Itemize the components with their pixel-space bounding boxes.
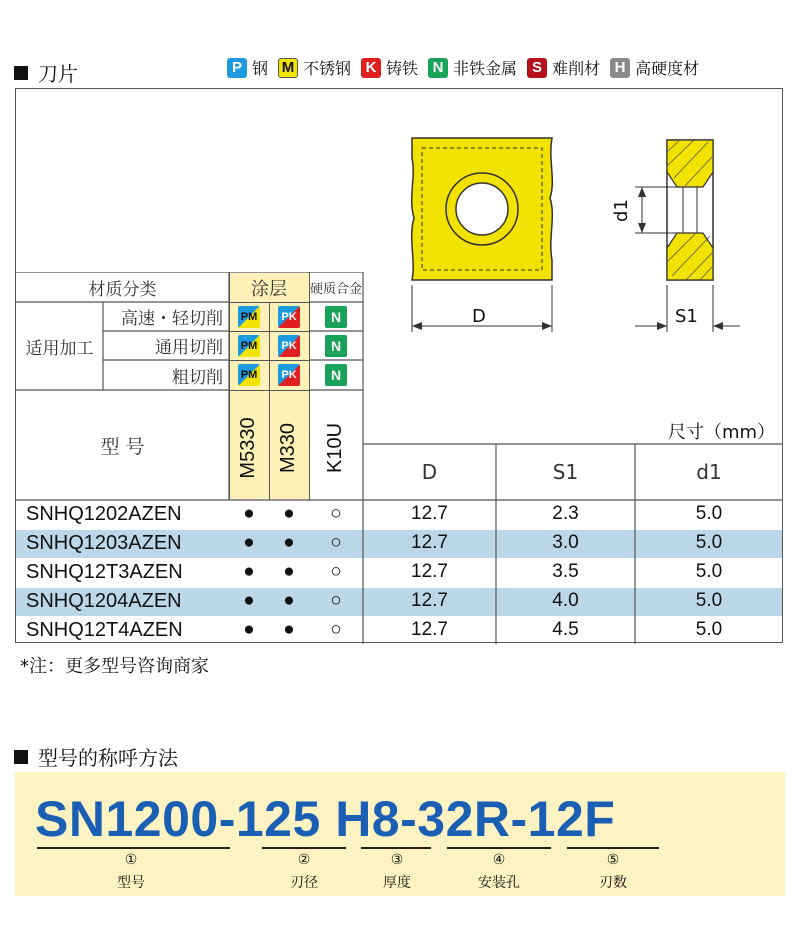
- code-item-label: 刃数: [599, 875, 627, 891]
- code-part: -: [400, 791, 418, 847]
- value-s1: 4.5: [552, 619, 579, 640]
- dim-label-d: D: [472, 306, 486, 327]
- icon-pm-cell: [229, 302, 269, 331]
- code-underline: [447, 847, 551, 849]
- icon-pm-cell: [229, 360, 269, 390]
- legend-item-s: [527, 56, 600, 79]
- grade-mark: ○: [330, 561, 342, 582]
- code-item-number: ⑤: [606, 852, 620, 868]
- legend-item-n: [428, 56, 517, 79]
- icon-n-cell: [309, 331, 363, 360]
- icon-pk-cell: [269, 331, 309, 360]
- legend-label: 非铁金属: [453, 59, 518, 78]
- model-cell: SNHQ12T4AZEN: [26, 619, 183, 641]
- pk-grade-icon: PK: [278, 335, 300, 357]
- value-s1: 2.3: [552, 503, 579, 524]
- grade-header-k10u: K10U: [324, 422, 346, 474]
- grade-mark: ●: [243, 619, 255, 640]
- carbide-label: 硬质合金: [309, 282, 362, 297]
- code-part: 125: [235, 791, 321, 847]
- grade-header-m330: M330: [277, 422, 299, 474]
- pk-grade-icon: PK: [278, 306, 300, 328]
- pk-grade-icon: PK: [278, 364, 300, 386]
- legend-badge-h: H: [610, 58, 630, 78]
- value-s1: 4.0: [552, 590, 579, 611]
- code-part: SN1200: [35, 791, 219, 847]
- model-code: [35, 790, 615, 848]
- value-d1: 5.0: [695, 619, 723, 640]
- material-legend: [227, 56, 709, 79]
- grade-mark: ●: [283, 503, 295, 524]
- section-title-text: 刀片: [38, 62, 78, 86]
- code-item-label: 厚度: [383, 875, 411, 891]
- col-header-d: D: [421, 460, 438, 484]
- code-item-number: ①: [124, 852, 138, 868]
- value-d: 12.7: [411, 561, 448, 582]
- legend-label: 钢: [252, 59, 269, 78]
- grade-header-m5330: M5330: [237, 417, 259, 479]
- model-cell: SNHQ1202AZEN: [26, 503, 182, 525]
- legend-label: 高硬度材: [635, 59, 700, 78]
- value-d1: 5.0: [695, 532, 723, 553]
- code-part: [321, 791, 335, 847]
- grade-mark: ●: [243, 532, 255, 553]
- code-item-number: ④: [492, 852, 506, 868]
- code-item-label: 刃径: [290, 875, 318, 891]
- table-note: *注：更多型号咨询商家: [20, 656, 209, 677]
- section-title-naming: [14, 742, 178, 771]
- pm-grade-icon: PM: [238, 335, 260, 357]
- n-grade-icon: N: [325, 306, 347, 328]
- code-underline: [37, 847, 230, 849]
- value-d: 12.7: [411, 619, 448, 640]
- code-item-label: 型号: [117, 875, 145, 891]
- section-bullet: [14, 750, 28, 764]
- grade-mark: ○: [330, 503, 342, 524]
- legend-badge-k: K: [361, 58, 381, 78]
- code-part: 12F: [527, 791, 616, 847]
- grade-mark: ●: [243, 503, 255, 524]
- grade-mark: ●: [243, 561, 255, 582]
- icon-pm-cell: [229, 331, 269, 360]
- pm-grade-icon: PM: [238, 306, 260, 328]
- section-title-text: 型号的称呼方法: [38, 746, 178, 770]
- code-underline: [567, 847, 659, 849]
- model-cell: SNHQ1203AZEN: [26, 532, 182, 554]
- col-header-d1: d1: [696, 460, 722, 484]
- op-label: 高速・轻切削: [121, 309, 223, 329]
- legend-badge-n: N: [428, 58, 448, 78]
- value-d1: 5.0: [695, 503, 723, 524]
- grade-mark: ●: [283, 590, 295, 611]
- model-cell: SNHQ1204AZEN: [26, 590, 182, 612]
- legend-label: 不锈钢: [303, 59, 352, 78]
- section-bullet: [14, 66, 28, 80]
- grid-line: [229, 390, 309, 391]
- code-item-number: ②: [297, 852, 311, 868]
- code-part: 32R: [417, 791, 511, 847]
- code-item-label: 安装孔: [478, 875, 520, 891]
- code-part: -: [510, 791, 528, 847]
- icon-pk-cell: [269, 302, 309, 331]
- value-s1: 3.5: [552, 561, 579, 582]
- legend-item-k: [361, 56, 418, 79]
- value-d1: 5.0: [695, 561, 723, 582]
- n-grade-icon: N: [325, 335, 347, 357]
- code-part: H8: [335, 791, 401, 847]
- code-item-number: ③: [390, 852, 404, 868]
- legend-badge-s: S: [527, 58, 547, 78]
- op-label: 粗切削: [172, 367, 223, 388]
- grade-mark: ●: [243, 590, 255, 611]
- code-part: -: [218, 791, 236, 847]
- material-class-label: 材质分类: [88, 280, 157, 300]
- value-d1: 5.0: [695, 590, 723, 611]
- legend-item-m: [278, 56, 351, 79]
- grade-mark: ○: [330, 619, 342, 640]
- grade-mark: ●: [283, 532, 295, 553]
- value-d: 12.7: [411, 532, 448, 553]
- size-unit-label: 尺寸（mm）: [668, 422, 776, 443]
- op-label: 通用切削: [155, 338, 223, 358]
- legend-badge-p: P: [227, 58, 247, 78]
- grade-mark: ○: [330, 532, 342, 553]
- coating-label: 涂层: [251, 278, 287, 300]
- legend-label: 难削材: [552, 59, 601, 78]
- n-grade-icon: N: [325, 364, 347, 386]
- value-d: 12.7: [411, 503, 448, 524]
- dim-label-d1: d1: [610, 199, 632, 222]
- legend-label: 铸铁: [386, 59, 419, 78]
- dim-label-s1: S1: [675, 306, 698, 327]
- value-d: 12.7: [411, 590, 448, 611]
- legend-item-h: [610, 56, 699, 79]
- icon-pk-cell: [269, 360, 309, 390]
- code-underline: [262, 847, 346, 849]
- model-cell: SNHQ12T3AZEN: [26, 561, 183, 583]
- value-s1: 3.0: [552, 532, 579, 553]
- legend-item-p: [227, 56, 268, 79]
- grade-mark: ●: [283, 561, 295, 582]
- applicable-label: 适用加工: [25, 338, 94, 359]
- code-underline: [361, 847, 431, 849]
- col-header-s1: S1: [552, 460, 579, 484]
- pm-grade-icon: PM: [238, 364, 260, 386]
- icon-n-cell: [309, 302, 363, 331]
- icon-n-cell: [309, 360, 363, 390]
- grade-mark: ●: [283, 619, 295, 640]
- grade-mark: ○: [330, 590, 342, 611]
- section-title-insert: [14, 58, 78, 87]
- legend-badge-m: M: [278, 58, 298, 78]
- model-header: 型 号: [100, 435, 145, 458]
